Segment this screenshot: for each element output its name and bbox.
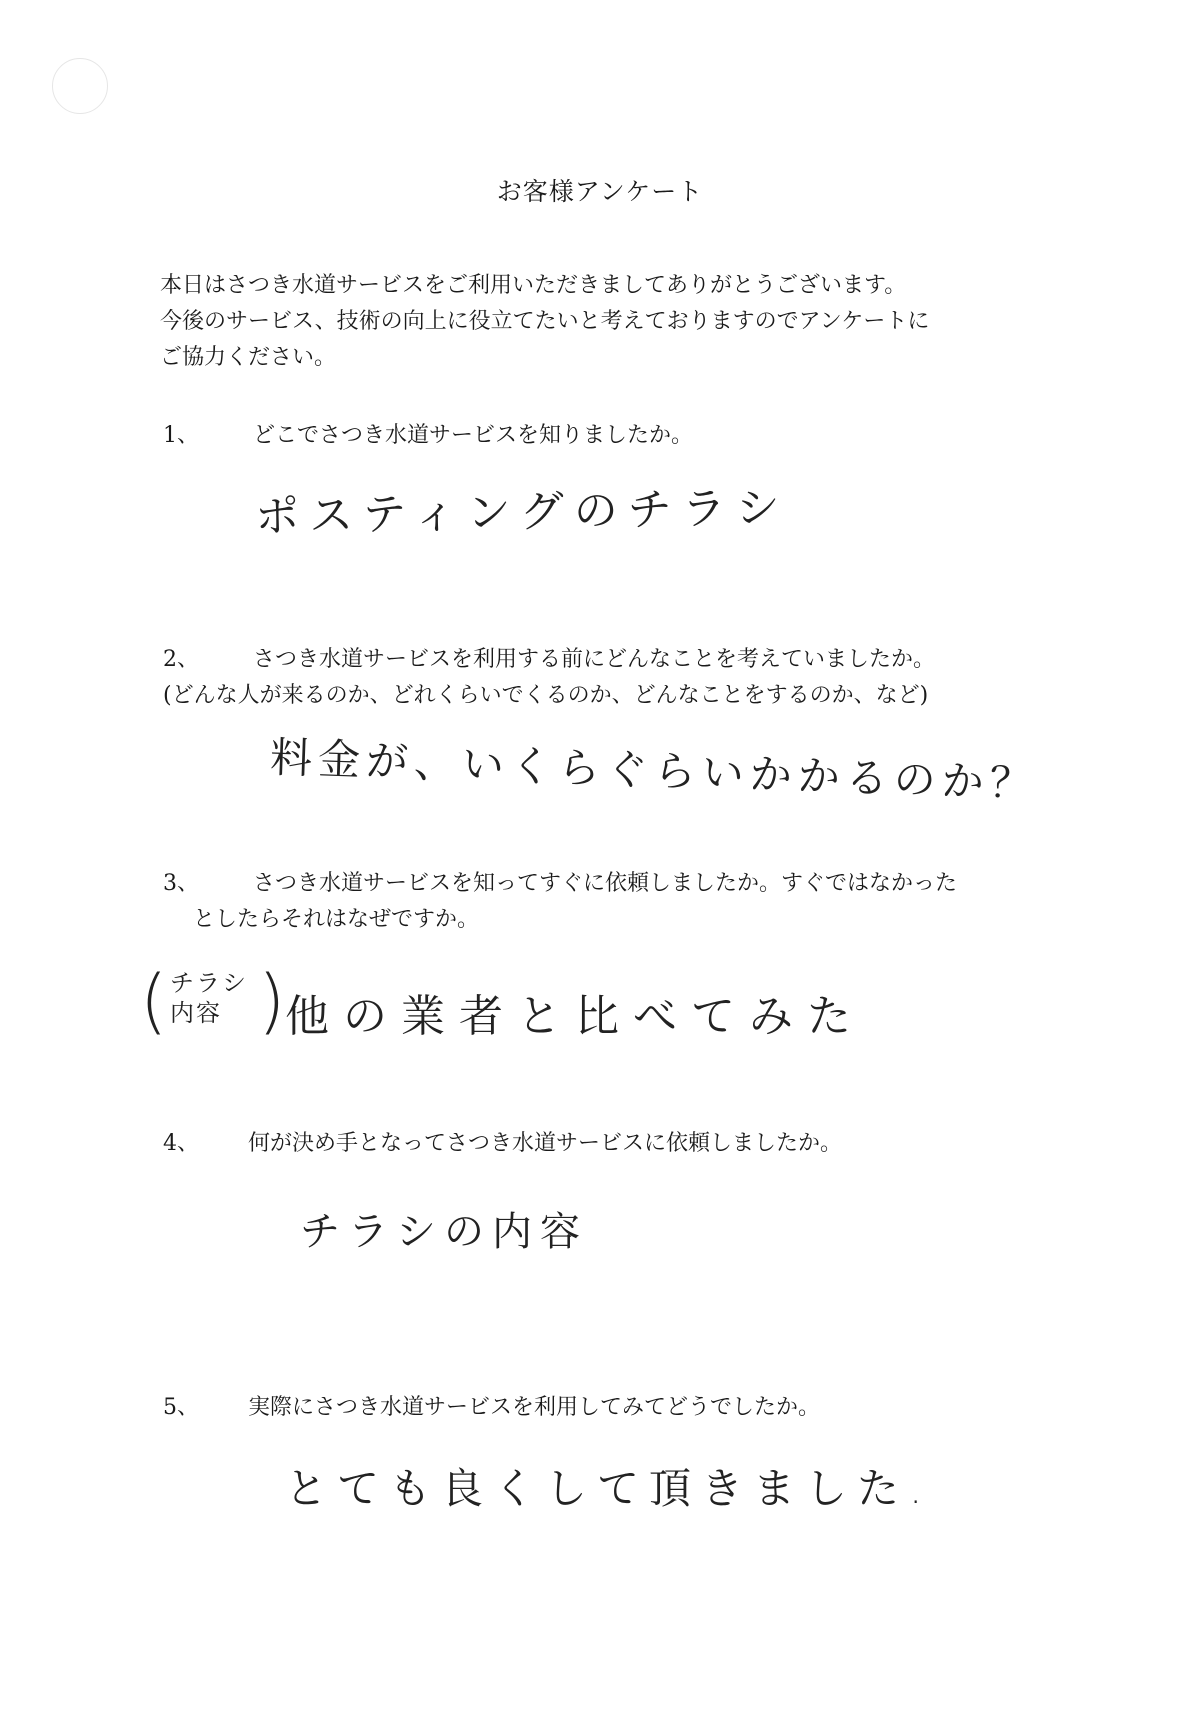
question-subtext: (どんな人が来るのか、どれくらいでくるのか、どんなことをするのか、など) bbox=[163, 683, 929, 708]
question-number: 5、 bbox=[163, 1395, 199, 1420]
handwritten-note-3 bbox=[140, 960, 290, 1060]
question-text: さつき水道サービスを知ってすぐに依頼しましたか。すぐではなかった bbox=[253, 871, 958, 896]
handwritten-answer-3: 他の業者と比べてみた bbox=[285, 991, 865, 1042]
question-number: 2、 bbox=[163, 647, 199, 672]
page-title: お客様アンケート bbox=[496, 177, 704, 206]
question-number: 1、 bbox=[163, 423, 199, 448]
handwritten-answer-1: ポスティングのチラシ bbox=[254, 482, 791, 543]
handwritten-answer-4: チラシの内容 bbox=[300, 1209, 588, 1255]
intro-line: 今後のサービス、技術の向上に役立てたいと考えておりますのでアンケートに bbox=[160, 309, 930, 334]
faint-stamp-mark bbox=[52, 58, 108, 114]
handwritten-answer-5: とても良くして頂きました. bbox=[285, 1464, 933, 1513]
handwritten-answer-2: 料金が、いくらぐらいかかるのか？ bbox=[269, 732, 1039, 809]
intro-line: 本日はさつき水道サービスをご利用いただきましてありがとうございます。 bbox=[160, 273, 907, 298]
bracket-left: ( bbox=[140, 960, 168, 1042]
question-number: 3、 bbox=[163, 871, 199, 896]
question-text: 何が決め手となってさつき水道サービスに依頼しましたか。 bbox=[248, 1131, 843, 1156]
question-text: どこでさつき水道サービスを知りましたか。 bbox=[253, 423, 694, 448]
question-text: 実際にさつき水道サービスを利用してみてどうでしたか。 bbox=[248, 1395, 821, 1420]
bracket-right: ) bbox=[258, 960, 286, 1042]
note-text: チラシ内容 bbox=[170, 969, 248, 1027]
intro-paragraph bbox=[160, 268, 1060, 376]
question-subtext: としたらそれはなぜですか。 bbox=[193, 907, 480, 932]
question-number: 4、 bbox=[163, 1131, 199, 1156]
question-text: さつき水道サービスを利用する前にどんなことを考えていましたか。 bbox=[253, 647, 936, 672]
intro-line: ご協力ください。 bbox=[160, 345, 337, 370]
